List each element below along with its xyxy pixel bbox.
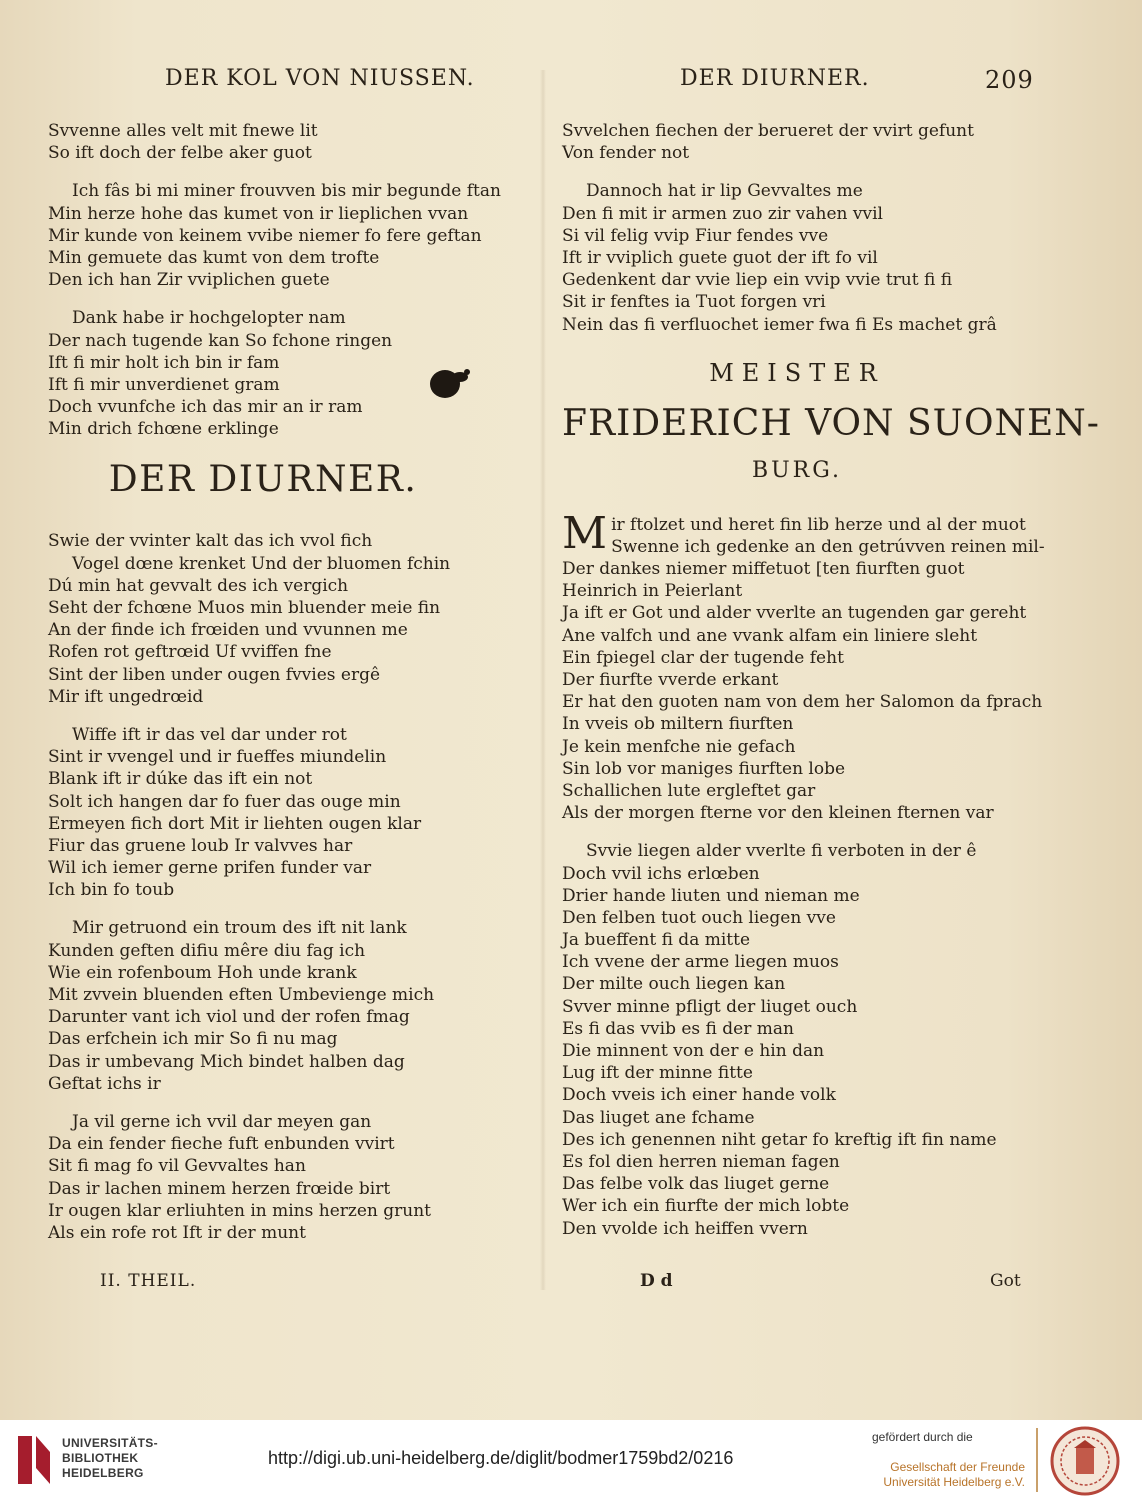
verse-line: Mir kunde von keinem vvibe niemer fo fere geftan: [48, 225, 482, 246]
verse-line: Svvelchen fiechen der berueret der vvirt gefunt: [562, 121, 974, 141]
verse-line: Ermeyen fich dort Mit ir liehten ougen klar: [48, 813, 422, 834]
verse-line: Sit ir fenftes ia Tuot forgen vri: [562, 292, 826, 313]
poem-stanza: [48, 530, 528, 708]
sponsor-name[interactable]: Gesellschaft der Freunde Universität Heidelberg e.V.: [883, 1460, 1025, 1489]
verse-line: Swie der vvinter kalt das ich vvol fich: [48, 531, 373, 552]
verse-line: Blank ift ir dúke das ift ein not: [48, 769, 313, 790]
poem-stanza: [562, 840, 1052, 1239]
verse-line: Sit fi mag fo vil Gevvaltes han: [48, 1156, 306, 1177]
verse-line: Min drich fchœne erklinge: [48, 419, 279, 440]
verse-line: Ir ougen klar erliuhten in mins herzen grunt: [48, 1200, 431, 1221]
permalink-url[interactable]: http://digi.ub.uni-heidelberg.de/diglit/bodmer1759bd2/0216: [268, 1448, 734, 1468]
ink-blot-icon: [425, 366, 471, 402]
verse-line: So ift doch der felbe aker guot: [48, 143, 312, 164]
page-gutter: [540, 70, 546, 1290]
verse-line: Gedenkent dar vvie liep ein vvip vvie trut fi fi: [562, 270, 953, 291]
author-heading-cont: BURG.: [751, 457, 843, 483]
verse-line: Wiffe ift ir das vel dar under rot: [72, 724, 347, 745]
verse-line: Wie ein rofenboum Hoh unde krank: [48, 962, 357, 983]
verse-line: Den felben tuot ouch liegen vve: [562, 907, 836, 928]
right-column: [562, 120, 1100, 1240]
university-seal-icon: [1050, 1426, 1120, 1496]
verse-line: Der milte ouch liegen kan: [562, 974, 786, 995]
poem-stanza: [562, 180, 1052, 335]
verse-line: Nein das fi verfluochet iemer fwa fi Es machet grâ: [562, 314, 997, 335]
verse-line: Ift fi mir unverdienet gram: [48, 374, 280, 395]
verse-line: Es fol dien herren nieman fagen: [562, 1151, 840, 1172]
verse-line: Dú min hat gevvalt des ich vergich: [48, 575, 349, 596]
verse-line: Min gemuete das kumt von dem trofte: [48, 247, 380, 268]
verse-line: Den fi mit ir armen zuo zir vahen vvil: [562, 203, 883, 224]
verse-line: Solt ich hangen dar fo fuer das ouge min: [48, 791, 401, 812]
verse-line: Wil ich iemer gerne prifen funder var: [48, 858, 372, 879]
verse-line: Er hat den guoten nam von dem her Salomon da fprach: [562, 692, 1043, 713]
verse-line: Das ir umbevang Mich bindet halben dag: [48, 1051, 405, 1072]
verse-line: Das ir lachen minem herzen frœide birt: [48, 1178, 391, 1199]
poem-stanza: [48, 917, 528, 1095]
verse-line: Wer ich ein fiurfte der mich lobte: [562, 1196, 850, 1217]
drop-cap: M: [562, 507, 608, 559]
verse-line: In vveis ob miltern fiurften: [562, 714, 794, 735]
verse-line: Ift fi mir holt ich bin ir fam: [48, 352, 280, 373]
left-column: [48, 120, 528, 1244]
verse-line: Das erfchein ich mir So fi nu mag: [48, 1029, 338, 1050]
verse-line: Es fi das vvib es fi der man: [562, 1018, 794, 1039]
verse-line: Der fiurfte vverde erkant: [562, 670, 779, 690]
running-head-middle: DER DIURNER.: [680, 66, 870, 91]
verse-line: Dank habe ir hochgelopter nam: [72, 308, 346, 329]
verse-line: Mir ftolzet und heret fin lib herze und al der muot: [562, 507, 1026, 559]
verse-line: Mir getruond ein troum des ift nit lank: [72, 918, 407, 939]
verse-line: Das felbe volk das liuget gerne: [562, 1174, 830, 1195]
verse-line: Je kein menfche nie gefach: [562, 736, 796, 757]
poem-stanza: [48, 1111, 528, 1244]
verse-line: Das liuget ane fchame: [562, 1107, 755, 1128]
verse-line: Ich fâs bi mi miner frouvven bis mir begunde ftan: [72, 181, 501, 202]
verse-line: Sint ir vvengel und ir fueffes miundelin: [48, 747, 387, 768]
divider: [1036, 1428, 1038, 1492]
verse-line: Den vvolde ich heiffen vvern: [562, 1218, 808, 1239]
verse-line: Doch vvil ichs erlœben: [562, 863, 760, 884]
verse-line: Doch vvunfche ich das mir an ir ram: [48, 397, 363, 418]
verse-line: Heinrich in Peierlant: [562, 581, 743, 602]
verse-line: Von fender not: [562, 143, 690, 164]
verse-line: Als ein rofe rot Ift ir der munt: [48, 1222, 306, 1243]
verse-line: Mir ift ungedrœid: [48, 686, 204, 707]
verse-line: Min herze hohe das kumet von ir lieplichen vvan: [48, 203, 469, 224]
verse-line: Ane valfch und ane vvank alfam ein liniere sleht: [562, 625, 978, 646]
verse-line: Lug ift der minne fitte: [562, 1063, 753, 1084]
verse-line: Sin lob vor maniges fiurften lobe: [562, 758, 846, 779]
poem-stanza: [48, 180, 528, 291]
verse-line: Mit zvvein bluenden eften Umbeviengе mich: [48, 985, 435, 1005]
verse-line: Ift ir vviplich guete guot der ift fo vil: [562, 247, 878, 268]
verse-line: Geftat ichs ir: [48, 1073, 161, 1094]
verse-line: Ja bueffent fi da mitte: [562, 930, 751, 951]
verse-line: An der finde ich frœiden und vvunnen me: [48, 620, 408, 641]
poem-stanza: [562, 507, 1052, 825]
verse-line: Die minnent von der e hin dan: [562, 1041, 825, 1061]
sponsor-note: gefördert durch die: [872, 1430, 973, 1444]
verse-line: Als der morgen fterne vor den kleinen fternen var: [562, 803, 994, 824]
verse-line: Kunden geften difiu mêre diu fag ich: [48, 940, 366, 961]
verse-line: Darunter vant ich viol und der rofen fmag: [48, 1007, 410, 1028]
verse-line: Des ich genennen niht getar fo kreftig ift fin name: [562, 1129, 997, 1150]
poem-stanza: [562, 120, 1052, 164]
verse-line: Doch vveis ich einer hande volk: [562, 1085, 836, 1106]
poem-stanza: [48, 120, 528, 164]
verse-line: Ich vvene der arme liegen muos: [562, 952, 839, 973]
signature-mark: II. THEIL.: [100, 1271, 197, 1291]
verse-line: Den ich han Zir vviplichen guete: [48, 270, 330, 291]
verse-line: Schallichen lute ergleftet gar: [562, 780, 816, 801]
library-name: UNIVERSITÄTS- BIBLIOTHEK HEIDELBERG: [62, 1436, 158, 1480]
section-title: DER DIURNER.: [108, 459, 418, 501]
author-heading: FRIDERICH VON SUONEN-: [562, 402, 1100, 444]
library-logo-icon[interactable]: [12, 1432, 56, 1488]
verse-line: Der nach tugende kan So fchone ringen: [48, 330, 393, 351]
running-head-left: DER KOL VON NIUSSEN.: [165, 66, 475, 91]
section-label: MEISTER: [709, 358, 885, 387]
verse-line: Rofen rot geftrœid Uf vviffen fne: [48, 642, 332, 663]
verse-line: Ich bin fo toub: [48, 880, 175, 901]
verse-line: Fiur das gruene loub Ir valvves har: [48, 835, 353, 856]
verse-line: Ein fpiegel clar der tugende feht: [562, 647, 844, 668]
verse-line: Da ein fender fieche fuft enbunden vvirt: [48, 1134, 395, 1155]
verse-line: Ja vil gerne ich vvil dar meyen gan: [72, 1111, 372, 1132]
verse-line: Svvenne alles velt mit fnewe lit: [48, 121, 318, 141]
catchword: Got: [990, 1271, 1021, 1291]
poem-stanza: [48, 724, 528, 902]
verse-line: Drier hande liuten und nieman me: [562, 885, 860, 906]
verse-line: Svver minne pfligt der liuget ouch: [562, 996, 858, 1017]
viewer-footer: [0, 1420, 1142, 1502]
verse-line: Seht der fchœne Muos min bluender meie fin: [48, 598, 441, 618]
verse-line: Svvie liegen alder vverlte fi verboten in der ê: [586, 841, 977, 862]
verse-line: Dannoch hat ir lip Gevvaltes me: [586, 181, 863, 202]
page-number: 209: [985, 66, 1034, 94]
verse-line: Si vil felig vvip Fiur fendes vve: [562, 225, 829, 246]
verse-line: Ja ift er Got und alder vverlte an tugenden gar gereht: [562, 603, 1027, 624]
verse-line: Der dankes niemer miffetuot [ten fiurften guot: [562, 559, 965, 580]
verse-line: Vogel dœne krenket Und der bluomen fchin: [72, 553, 451, 574]
verse-line: Sint der liben under ougen fvvies ergê: [48, 664, 381, 685]
gathering-mark: D d: [640, 1271, 673, 1291]
verse-line: Swenne ich gedenke an den getrúvven reinen mil-: [611, 536, 1045, 557]
